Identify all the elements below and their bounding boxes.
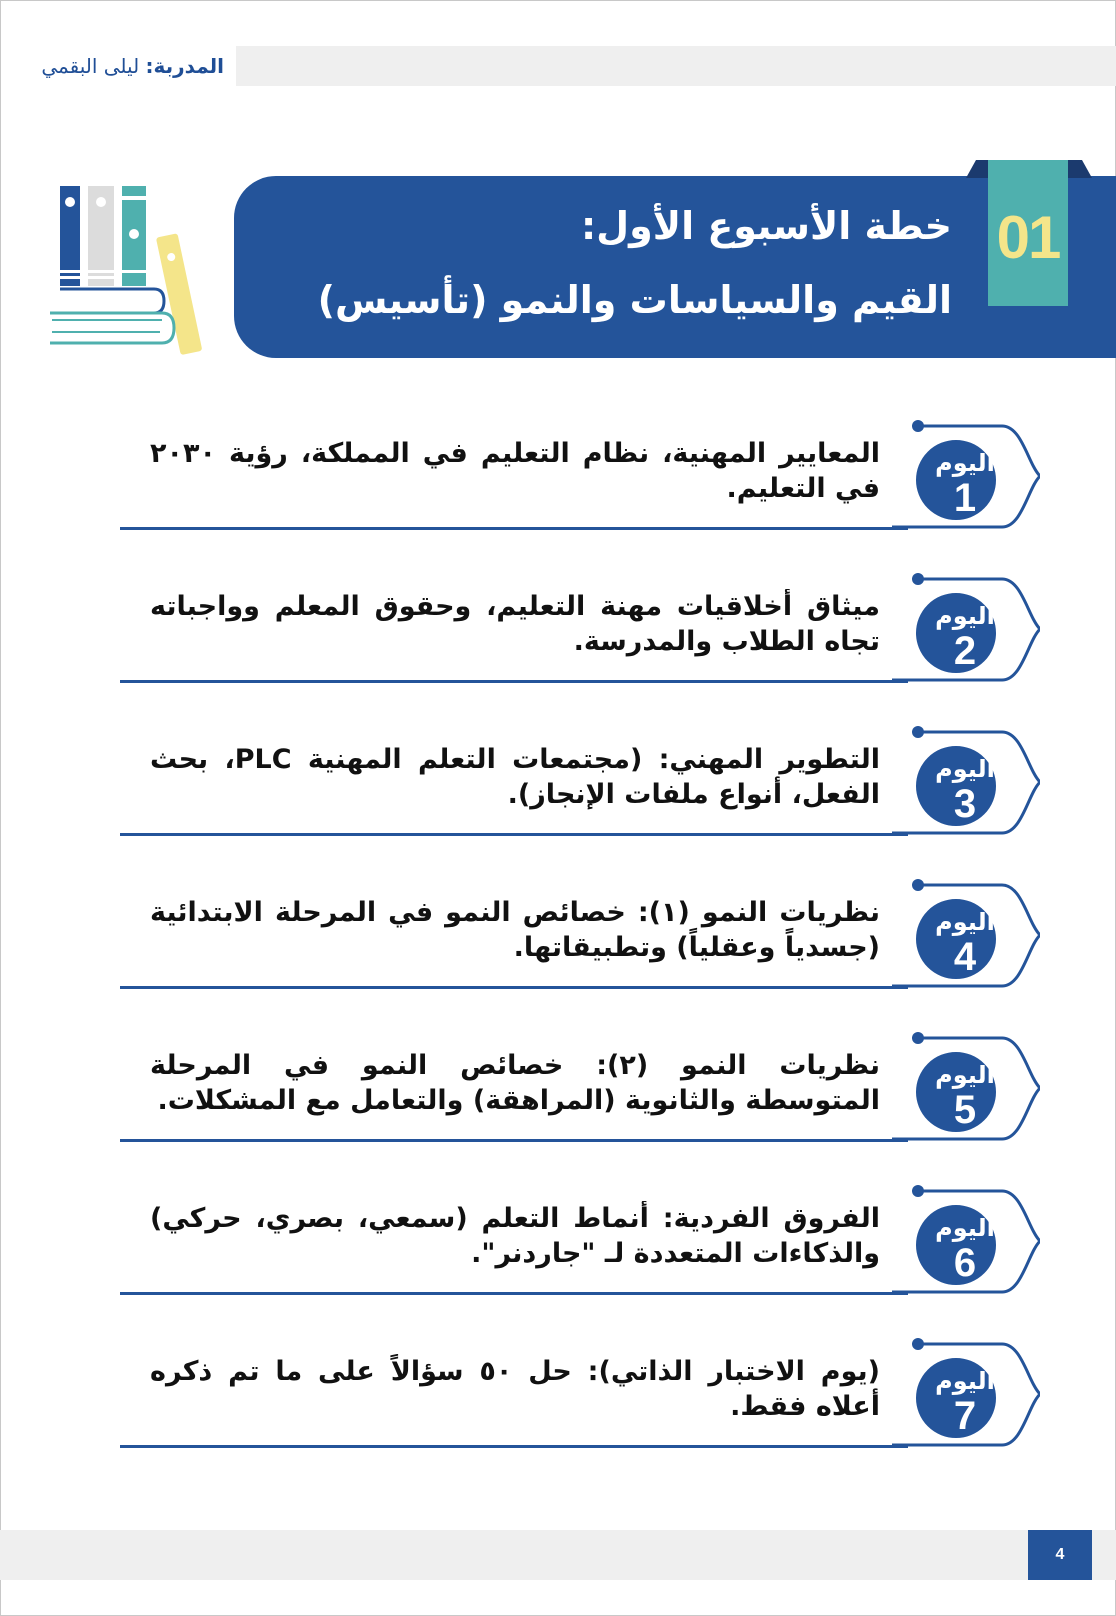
day-label: اليوم — [935, 1367, 995, 1395]
day-topic: نظريات النمو (٢): خصائص النمو في المرحلة المتوسطة والثانوية (المراهقة) والتعامل مع المشكلات. — [150, 1050, 880, 1116]
day-topic: نظريات النمو (١): خصائص النمو في المرحلة الابتدائية (جسدياً وعقلياً) وتطبيقاتها. — [150, 897, 880, 963]
trainer-credit — [28, 48, 224, 84]
divider — [120, 527, 908, 530]
day-topic: ميثاق أخلاقيات مهنة التعليم، وحقوق المعلم وواجباته تجاه الطلاب والمدرسة. — [150, 591, 880, 657]
day-row — [120, 418, 1040, 534]
week-number: 01 — [996, 204, 1060, 271]
day-number: 4 — [953, 935, 977, 979]
day-topic: المعايير المهنية، نظام التعليم في المملكة، رؤية ٢٠٣٠ في التعليم. — [150, 438, 880, 504]
day-number: 6 — [953, 1241, 977, 1285]
day-number: 3 — [953, 782, 977, 826]
footer-bar — [0, 1530, 1116, 1580]
day-row — [120, 877, 1040, 993]
page-subtitle: القيم والسياسات والنمو (تأسيس) — [317, 278, 952, 322]
trainer-label: المدربة: — [145, 54, 224, 78]
divider — [120, 1139, 908, 1142]
divider — [120, 680, 908, 683]
day-topic: الفروق الفردية: أنماط التعلم (سمعي، بصري، حركي) والذكاءات المتعددة لـ "جاردنر". — [150, 1203, 880, 1269]
trainer-name: ليلى البقمي — [41, 54, 140, 78]
day-row — [120, 1183, 1040, 1299]
books-icon — [44, 184, 214, 364]
day-row — [120, 1336, 1040, 1452]
page-title: خطة الأسبوع الأول: — [580, 204, 952, 248]
day-topic: التطوير المهني: (مجتمعات التعلم المهنية PLC، بحث الفعل، أنواع ملفات الإنجاز). — [150, 744, 880, 810]
day-row — [120, 571, 1040, 687]
page-number: 4 — [1028, 1530, 1092, 1580]
day-number: 1 — [953, 476, 977, 520]
divider — [120, 986, 908, 989]
divider — [120, 1445, 908, 1448]
day-label: اليوم — [935, 1214, 995, 1242]
day-number: 5 — [953, 1088, 977, 1132]
day-topic: (يوم الاختبار الذاتي): حل ٥٠ سؤالاً على ما تم ذكره أعلاه فقط. — [150, 1356, 880, 1422]
divider — [120, 1292, 908, 1295]
day-label: اليوم — [935, 1061, 995, 1089]
day-label: اليوم — [935, 602, 995, 630]
day-label: اليوم — [935, 908, 995, 936]
day-row — [120, 1030, 1040, 1146]
day-number: 7 — [953, 1394, 977, 1438]
day-label: اليوم — [935, 755, 995, 783]
divider — [120, 833, 908, 836]
day-row — [120, 724, 1040, 840]
day-label: اليوم — [935, 449, 995, 477]
day-number: 2 — [953, 629, 977, 673]
header-bar — [236, 46, 1116, 86]
